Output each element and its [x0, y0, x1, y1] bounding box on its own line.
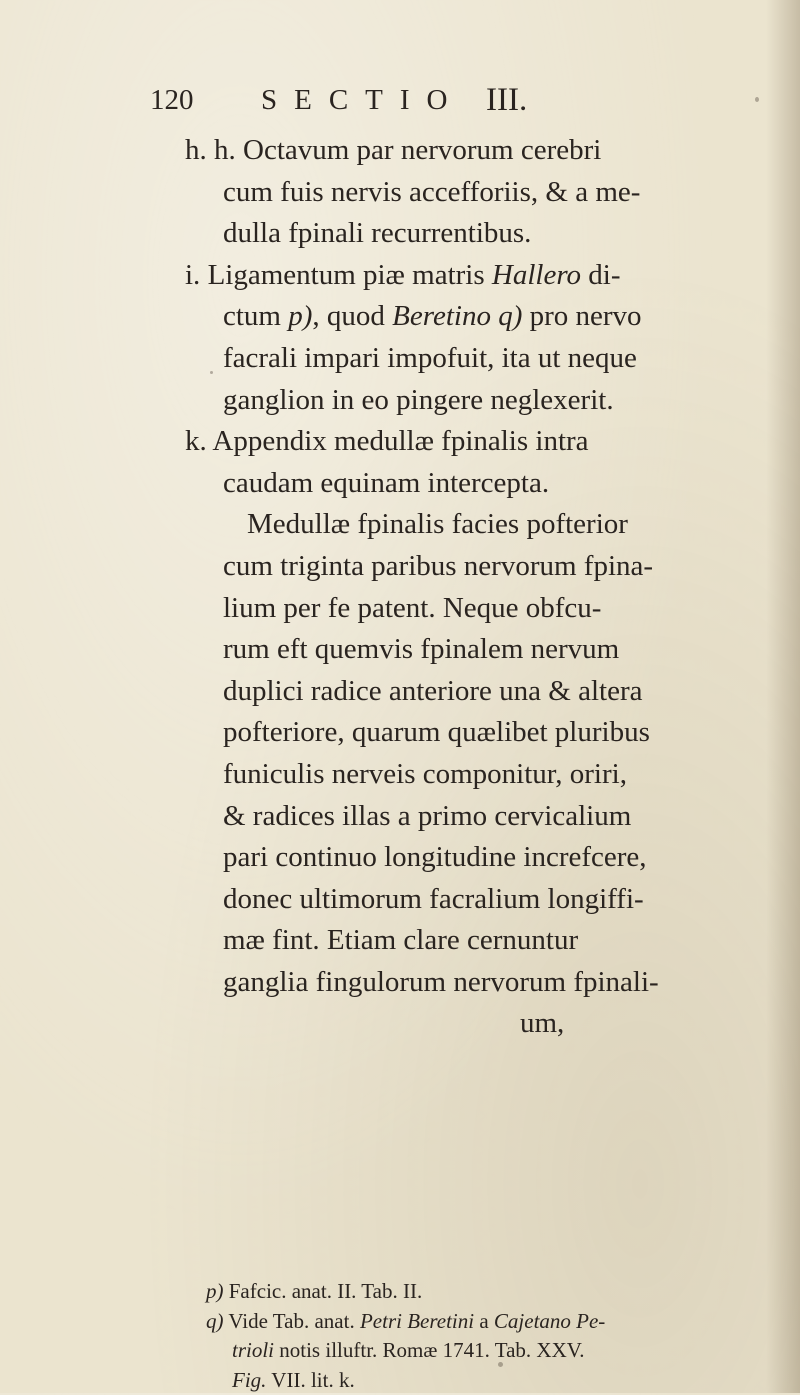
item-label: h. h. — [185, 134, 236, 166]
line-text: lium per fe patent. Neque obfcu- — [223, 591, 602, 624]
paper-speck — [755, 97, 759, 102]
footnote-marker: q) — [206, 1308, 224, 1333]
footnotes — [206, 1277, 766, 1395]
footnote-italic: trioli — [232, 1338, 275, 1363]
text-line — [185, 671, 775, 713]
text-line — [185, 962, 775, 1004]
text-line — [185, 255, 775, 297]
text-line — [185, 380, 775, 422]
text-line — [185, 546, 775, 588]
line-text: cum triginta paribus nervorum fpina- — [223, 549, 654, 582]
line-text: pofteriore, quarum quælibet pluribus — [223, 716, 650, 749]
footnote-italic: Fig. — [232, 1367, 267, 1392]
text-line — [185, 172, 775, 214]
line-text: di- — [581, 258, 621, 291]
footnote-marker: p) — [206, 1279, 224, 1303]
text-line — [185, 588, 775, 630]
text-line — [185, 920, 775, 962]
footnote-italic: Cajetano Pe- — [493, 1308, 606, 1333]
text-line — [185, 504, 775, 546]
section-heading: SECTIO — [261, 84, 465, 116]
text-line — [185, 463, 775, 505]
text-line — [185, 130, 775, 172]
footnote-q-continued — [206, 1336, 766, 1366]
line-text: cum fuis nervis accefforiis, & a me- — [223, 175, 641, 208]
paper-speck — [210, 371, 213, 374]
text-line — [185, 629, 775, 671]
text-line — [185, 879, 775, 921]
page-number: 120 — [150, 84, 194, 116]
line-text: um, — [520, 1007, 565, 1040]
line-text: , quod — [312, 300, 393, 333]
paper-speck — [498, 1362, 503, 1367]
footnote-text: a — [474, 1308, 494, 1333]
line-text: donec ultimorum facralium longiffi- — [223, 882, 644, 915]
line-text: pari continuo longitudine increfcere, — [223, 841, 647, 874]
section-number: III. — [486, 82, 528, 118]
line-text: ganglion in eo pingere neglexerit. — [223, 383, 614, 416]
text-line — [185, 421, 775, 463]
text-line — [185, 796, 775, 838]
text-line — [185, 1003, 775, 1045]
line-text: mæ fint. Etiam clare cernuntur — [223, 924, 579, 957]
text-line — [185, 213, 775, 255]
line-text: duplici radice anteriore una & altera — [223, 674, 643, 707]
footnote-italic: Petri Beretini — [359, 1308, 475, 1333]
italic-name: Beretino q) — [392, 300, 523, 333]
footnote-text: Vide Tab. anat. — [223, 1308, 360, 1333]
main-text — [185, 130, 775, 1045]
footnote-q — [206, 1307, 766, 1337]
line-text: Appendix medullæ fpinalis intra — [206, 425, 589, 458]
text-line — [185, 837, 775, 879]
line-text: ganglia fingulorum nervorum fpinali- — [223, 965, 659, 998]
line-text: ctum — [223, 300, 289, 333]
footnote-ref: p) — [288, 300, 313, 333]
item-label: i. — [185, 258, 201, 291]
text-line — [185, 754, 775, 796]
italic-name: Hallero — [491, 258, 582, 291]
footnote-text: Fafcic. anat. II. Tab. II. — [223, 1279, 423, 1303]
line-text: funiculis nerveis componitur, oriri, — [223, 757, 627, 790]
item-label: k. — [185, 425, 207, 458]
line-text: pro nervo — [522, 300, 642, 333]
footnote-text: notis illuftr. Romæ 1741. Tab. XXV. — [274, 1338, 585, 1363]
text-line — [185, 712, 775, 754]
line-text: caudam equinam intercepta. — [223, 466, 550, 499]
line-text: & radices illas a primo cervicalium — [223, 799, 632, 832]
running-header — [150, 84, 710, 124]
line-text: Ligamentum piæ matris — [200, 258, 492, 291]
text-line — [185, 296, 775, 338]
footnote-p — [206, 1277, 766, 1307]
line-text: dulla fpinali recurrentibus. — [223, 217, 532, 250]
footnote-text: VII. lit. k. — [266, 1367, 355, 1392]
line-text: Medullæ fpinalis facies pofterior — [247, 508, 628, 541]
footnote-q-continued — [206, 1366, 766, 1395]
line-text: rum eft quemvis fpinalem nervum — [223, 633, 620, 666]
line-text: Octavum par nervorum cerebri — [235, 134, 602, 166]
text-line — [185, 338, 775, 380]
line-text: facrali impari impofuit, ita ut neque — [223, 341, 637, 374]
